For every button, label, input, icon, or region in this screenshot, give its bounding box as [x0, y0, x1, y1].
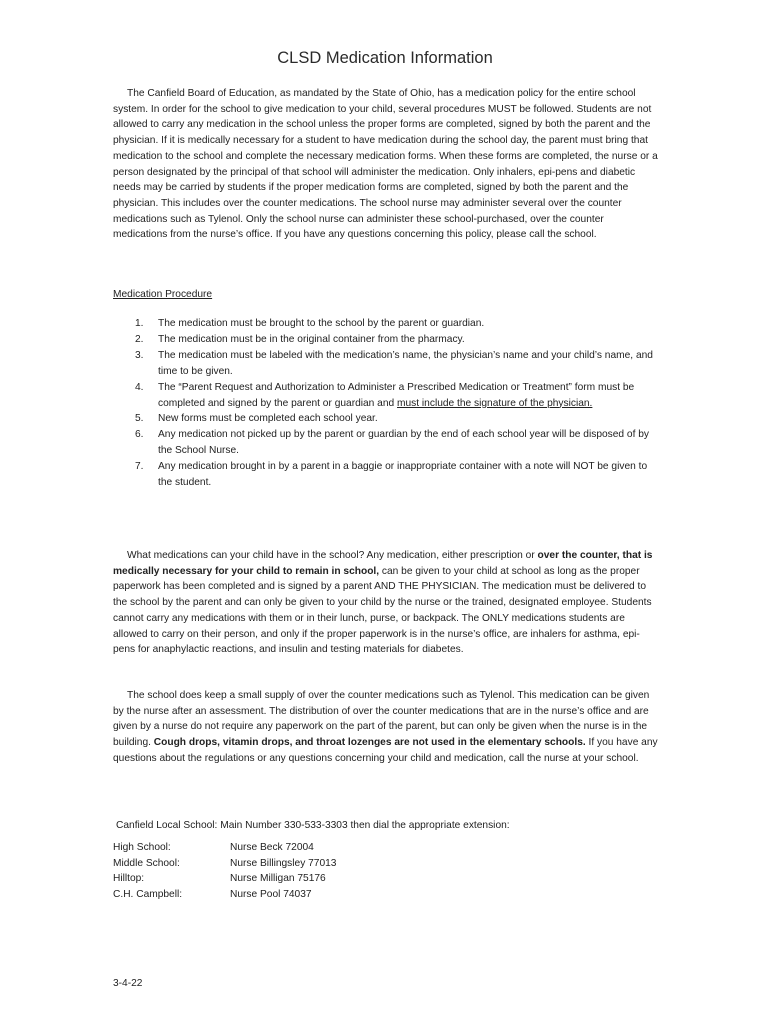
table-row: C.H. Campbell: Nurse Pool 74037 — [113, 889, 312, 901]
procedure-item: 7. Any medication brought in by a parent in a baggie or inappropriate container with a note will NOT be given to the student. — [135, 461, 648, 489]
revision-date: 3-4-22 — [113, 978, 143, 989]
procedure-item: 5. New forms must be completed each school year. — [135, 413, 378, 425]
procedure-item: 3. The medication must be labeled with the medication’s name, the physician’s name and your child’s name, and time to be given. — [135, 349, 653, 377]
main-phone-line: Canfield Local School: Main Number 330-533-3303 then dial the appropriate extension: — [116, 820, 510, 831]
procedure-list — [113, 316, 658, 491]
table-row: Middle School: Nurse Billingsley 77013 — [113, 857, 337, 869]
procedure-item: 1. The medication must be brought to the school by the parent or guardian. — [135, 318, 485, 329]
table-row: High School: Nurse Beck 72004 — [113, 842, 314, 853]
procedure-item: 6. Any medication not picked up by the parent or guardian by the end of each school year will be disposed of by the School Nurse. — [135, 429, 650, 457]
intro-paragraph: The Canfield Board of Education, as mandated by the State of Ohio, has a medication policy for the entire school system. In order for the school to give medication to your child, several procedures MUST be followed. Students are not allowed to carry any medication in the school unless the proper forms are completed, signed by both the parent and the physician. If it is medically necessary for a student to have medication during the school day, the parent must bring that medication to the school and complete the necessary medication forms. When these forms are completed, the nurse or a person designated by the principal of that school will administer the medication. Only inhalers, epi-pens and diabetic needs may be carried by students if the proper medication forms are completed, signed by both the parent and the physician. This includes over the counter medications. The school nurse may administer several over the counter medications such as Tylenol. Only the school nurse can administer these school-purchased, over the counter medications from the nurse’s office. If you have any questions concerning this policy, please call the school. — [113, 88, 658, 241]
procedure-item: 4. The “Parent Request and Authorization to Administer a Prescribed Medication or Treatment” form must be completed and signed by the parent or guardian and must include the signature of the physician. — [135, 381, 635, 409]
medications-paragraph: What medications can your child have in the school? Any medication, either prescription or over the counter, that is medically necessary for your child to remain in school, can be given to your child at school as long as the proper paperwork has been completed and is signed by a parent AND THE PHYSICIAN. The medication must be delivered to the school by the parent and can only be given to your child by the nurse or the trained, designated employee. Students cannot carry any medications with them or in their lunch, purse, or backpack. The ONLY medications students are allowed to carry on their person, and only if the proper paperwork is in the nurse’s office, are inhalers for asthma, epi-pens for anaphylactic reactions, and insulin and testing materials for diabetes. — [113, 550, 653, 656]
otc-paragraph: The school does keep a small supply of over the counter medications such as Tylenol. This medication can be given by the nurse after an assessment. The distribution of over the counter medications that are in the nurse’s office and are given by a nurse do not require any paperwork on the part of the parent, but can only be given when the nurse is in the building. Cough drops, vitamin drops, and throat lozenges are not used in the elementary schools. If you have any questions about the regulations or any questions concerning your child and medication, call the nurse at your school. — [113, 690, 658, 764]
procedure-heading: Medication Procedure — [113, 289, 213, 300]
page-title: CLSD Medication Information — [277, 49, 493, 67]
table-row: Hilltop: Nurse Milligan 75176 — [113, 873, 326, 885]
nurse-extension-table — [113, 842, 336, 905]
procedure-item: 2. The medication must be in the original container from the pharmacy. — [135, 333, 465, 345]
physician-signature-note: must include the signature of the physician. — [397, 397, 593, 409]
